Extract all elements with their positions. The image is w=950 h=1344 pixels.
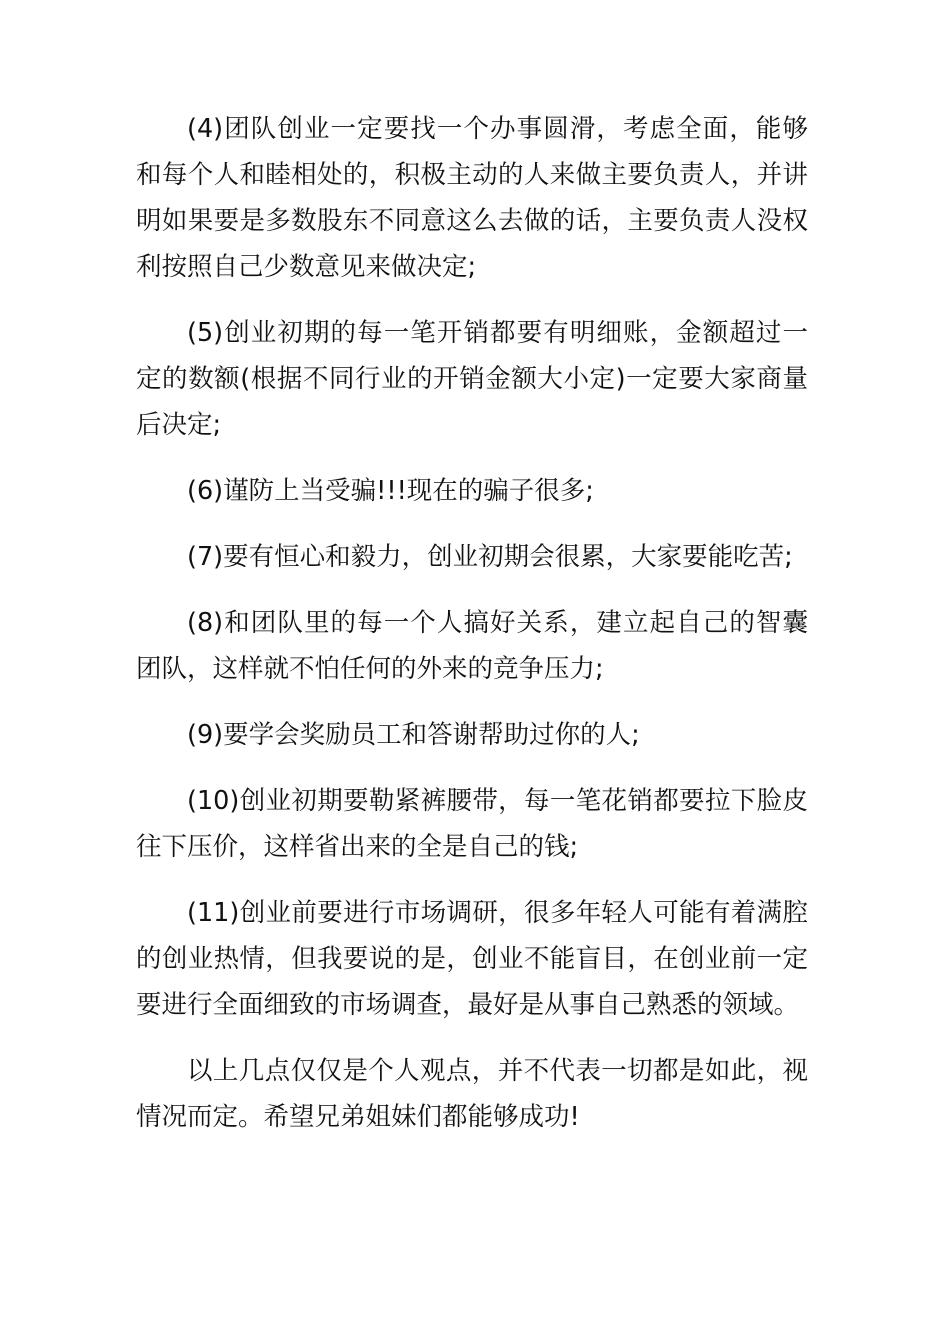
document-body <box>136 106 808 1160</box>
paragraph-tip-8: (8)和团队里的每一个人搞好关系，建立起自己的智囊团队，这样就不怕任何的外来的竞争压力; <box>136 608 808 684</box>
paragraph-tip-6: (6)谨防上当受骗!!!现在的骗子很多; <box>187 476 594 506</box>
paragraph-tip-9: (9)要学会奖励员工和答谢帮助过你的人; <box>187 720 640 750</box>
paragraph-tip-4: (4)团队创业一定要找一个办事圆滑，考虑全面，能够和每个人和睦相处的，积极主动的人来做主要负责人，并讲明如果要是多数股东不同意这么去做的话，主要负责人没权利按照自己少数意见来做决定; <box>136 114 808 282</box>
paragraph-tip-10: (10)创业初期要勒紧裤腰带，每一笔花销都要拉下脸皮往下压价，这样省出来的全是自己的钱; <box>136 786 808 862</box>
paragraph-tip-5: (5)创业初期的每一笔开销都要有明细账，金额超过一定的数额(根据不同行业的开销金额大小定)一定要大家商量后决定; <box>136 318 808 440</box>
paragraph-tip-11: (11)创业前要进行市场调研，很多年轻人可能有着满腔的创业热情，但我要说的是，创业不能盲目，在创业前一定要进行全面细致的市场调查，最好是从事自己熟悉的领域。 <box>136 898 808 1020</box>
paragraph-tip-7: (7)要有恒心和毅力，创业初期会很累，大家要能吃苦; <box>187 542 793 572</box>
paragraph-conclusion: 以上几点仅仅是个人观点，并不代表一切都是如此，视情况而定。希望兄弟姐妹们都能够成功! <box>136 1056 808 1132</box>
